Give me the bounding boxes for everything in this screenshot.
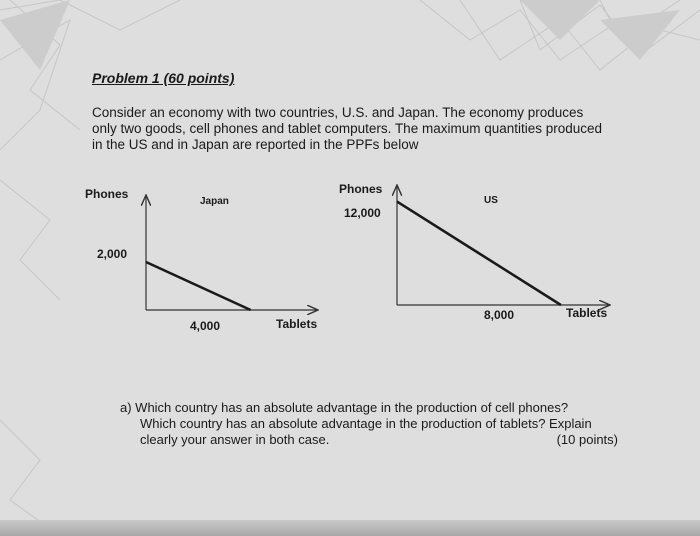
us-y-tick: 12,000 bbox=[344, 206, 381, 220]
question-points: (10 points) bbox=[556, 432, 618, 447]
question-line: Which country has an absolute advantage in the production of tablets? Explain bbox=[140, 416, 592, 431]
problem-title: Problem 1 (60 points) bbox=[92, 70, 235, 86]
bottom-strip bbox=[0, 520, 700, 536]
japan-ppf-line bbox=[146, 262, 251, 310]
japan-y-label: Phones bbox=[85, 187, 129, 201]
intro-line: in the US and in Japan are reported in the PPFs below bbox=[92, 137, 419, 152]
intro-line: only two goods, cell phones and tablet computers. The maximum quantities produced bbox=[92, 121, 603, 136]
us-title: US bbox=[484, 195, 498, 206]
question-line: clearly your answer in both case. bbox=[140, 432, 330, 447]
us-y-label: Phones bbox=[339, 182, 383, 196]
japan-x-label: Tablets bbox=[276, 317, 318, 331]
japan-x-tick: 4,000 bbox=[190, 319, 221, 333]
intro-line: Consider an economy with two countries, U.S. and Japan. The economy produces bbox=[92, 105, 584, 120]
question-line: a) Which country has an absolute advantage in the production of cell phones? bbox=[120, 400, 569, 415]
japan-chart bbox=[85, 187, 318, 333]
question-a bbox=[120, 400, 630, 448]
japan-y-tick: 2,000 bbox=[97, 247, 128, 261]
us-ppf-line bbox=[397, 202, 561, 305]
us-x-label: Tablets bbox=[566, 306, 608, 320]
japan-title: Japan bbox=[200, 196, 229, 207]
us-x-tick: 8,000 bbox=[484, 308, 515, 322]
us-chart bbox=[339, 182, 610, 322]
